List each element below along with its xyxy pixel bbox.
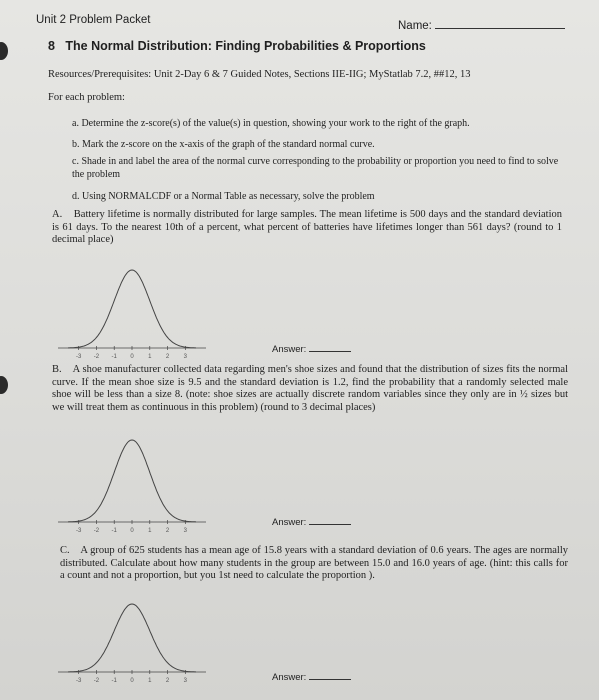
axis-tick-label: 1: [148, 354, 152, 360]
step-d: d. Using NORMALCDF or a Normal Table as necessary, solve the problem: [72, 191, 375, 202]
axis-tick-label: -2: [93, 528, 100, 534]
axis-tick-label: 2: [165, 678, 170, 684]
axis-tick-label: -1: [111, 354, 117, 360]
problem-a-text: Battery lifetime is normally distributed for large samples. The mean lifetime is 500 days and the standard deviation is 61 days. To the nearest 10th of a percent, what percent of batteries have lifetimes longer than 561 days? (round to 1 decimal place): [52, 209, 563, 245]
axis-tick-label: 1: [148, 528, 152, 534]
answer-label: Answer:: [272, 672, 307, 683]
axis-tick-label: -3: [75, 678, 82, 684]
axis-tick-label: -2: [93, 678, 100, 684]
axis-tick-label: -1: [111, 678, 117, 684]
answer-blank[interactable]: [309, 351, 351, 352]
step-a: a. Determine the z-score(s) of the value(s) in question, showing your work to the right of the graph.: [72, 118, 470, 129]
problem-c-letter: C.: [60, 545, 70, 556]
axis-tick-label: 0: [130, 678, 134, 684]
resources-line: Resources/Prerequisites: Unit 2-Day 6 & 7 Guided Notes, Sections IIE-IIG; MyStatlab 7.2, ##12, 13: [48, 69, 471, 80]
axis-tick-label: 1: [148, 678, 152, 684]
problem-c-text: A group of 625 students has a mean age of 15.8 years with a standard deviation of 0.6 years. The ages are normally distributed. Calculate about how many students in the group are between 15.0 and 16.0 years of age. (hint: this calls for a count and not a proportion, but you 1st need to calculate the proportion ).: [60, 545, 569, 581]
normal-curve: [68, 604, 196, 672]
binder-hole: [0, 376, 8, 394]
answer-blank[interactable]: [309, 524, 351, 525]
normal-curve-graph[interactable]: [58, 262, 206, 362]
axis-tick-label: -2: [93, 354, 100, 360]
step-b: b. Mark the z-score on the x-axis of the graph of the standard normal curve.: [72, 139, 375, 150]
instructions-intro: For each problem:: [48, 92, 125, 103]
axis-tick-label: 3: [183, 354, 188, 360]
axis-tick-label: 2: [165, 528, 170, 534]
step-c: c. Shade in and label the area of the normal curve corresponding to the probability or proportion you need to find to solve the problem: [72, 156, 559, 180]
axis-tick-label: 3: [183, 678, 188, 684]
normal-curve-graph[interactable]: [58, 596, 206, 686]
section-number: 8: [48, 39, 55, 53]
answer-b[interactable]: [272, 517, 351, 528]
unit-label: Unit 2 Problem Packet: [36, 14, 151, 26]
axis-tick-label: 0: [130, 354, 134, 360]
normal-curve-graph[interactable]: [58, 432, 206, 536]
problem-c: [60, 545, 568, 583]
problem-a: [52, 209, 562, 247]
binder-hole: [0, 42, 8, 60]
answer-label: Answer:: [272, 344, 307, 355]
axis-tick-label: -3: [75, 528, 82, 534]
name-blank[interactable]: [435, 28, 565, 29]
answer-label: Answer:: [272, 517, 307, 528]
axis-tick-label: -3: [75, 354, 82, 360]
answer-c[interactable]: [272, 672, 351, 683]
problem-b: [52, 364, 568, 414]
axis-tick-label: -1: [111, 528, 117, 534]
section-heading: [48, 39, 426, 53]
normal-curve: [68, 270, 196, 348]
name-field[interactable]: [398, 20, 565, 32]
answer-blank[interactable]: [309, 679, 351, 680]
answer-a[interactable]: [272, 344, 351, 355]
problem-b-text: A shoe manufacturer collected data regarding men's shoe sizes and found that the distribution of sizes fits the normal curve. If the mean shoe size is 9.5 and the standard deviation is 1.2, find the probability that a randomly selected male shoe will be less than a size 8. (note: shoe sizes are actually discrete random variables since they only are in ½ sizes but we will treat them as continuous in this problem) (round to 3 decimal places): [52, 364, 568, 413]
section-title: The Normal Distribution: Finding Probabilities & Proportions: [65, 39, 426, 53]
name-label: Name:: [398, 20, 432, 32]
problem-a-letter: A.: [52, 209, 63, 220]
axis-tick-label: 0: [130, 528, 134, 534]
axis-tick-label: 2: [165, 354, 170, 360]
problem-b-letter: B.: [52, 364, 62, 375]
normal-curve: [68, 440, 196, 522]
axis-tick-label: 3: [183, 528, 188, 534]
